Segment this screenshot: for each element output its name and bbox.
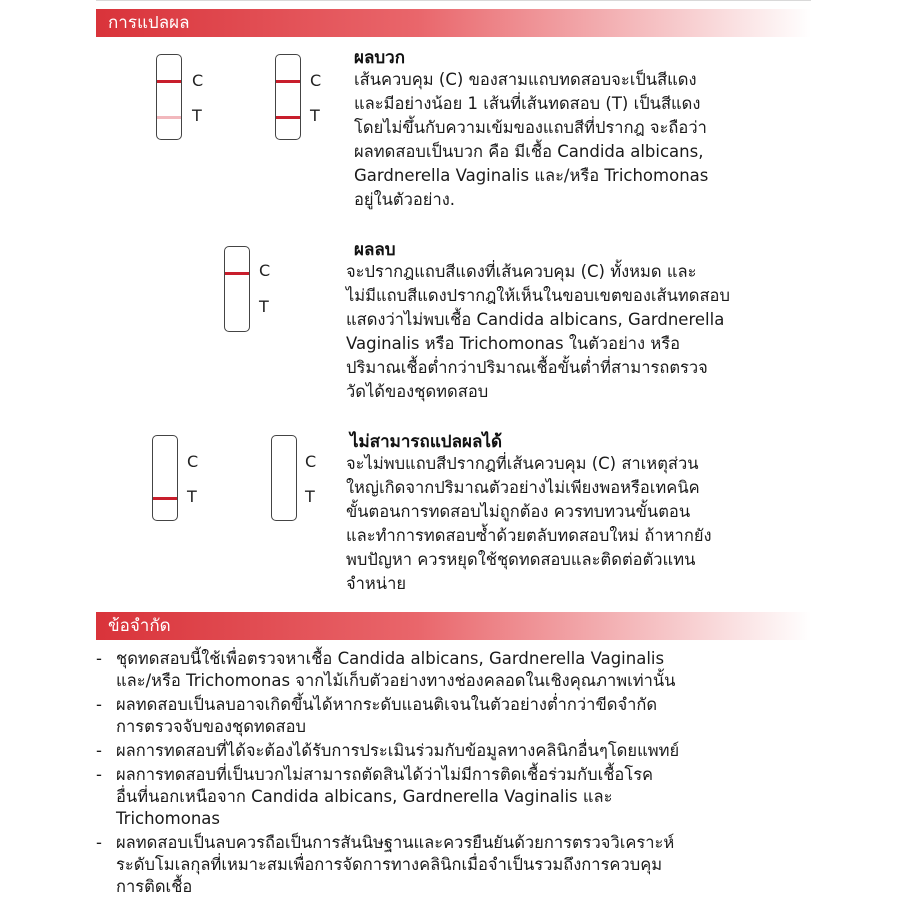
test-line — [153, 497, 177, 500]
list-item — [96, 740, 816, 762]
positive-strip-strong — [275, 54, 301, 140]
list-bullet: - — [96, 833, 102, 852]
interpretation-header: การแปลผล — [96, 9, 811, 37]
label-c: C — [259, 261, 271, 280]
control-line — [225, 272, 249, 275]
list-item-text: ผลทดสอบเป็นลบควรถือเป็นการสันนิษฐานและควรยืนยันด้วยการตรวจวิเคราะห์ ระดับโมเลกุลที่เหมาะสมเพื่อการจัดการทางคลินิกเมื่อจำเป็นรวมถึงการควบคุม การติดเชื้อ — [116, 833, 675, 896]
list-bullet: - — [96, 765, 102, 784]
test-line — [276, 116, 300, 119]
list-bullet: - — [96, 695, 102, 714]
invalid-description: จะไม่พบแถบสีปรากฎที่เส้นควบคุม (C) สาเหตุส่วน ใหญ่เกิดจากปริมาณตัวอย่างไม่เพียงพอหรือเทคนิค ขั้นตอนการทดสอบไม่ถูกต้อง ควรทบทวนขั้นตอน และทำการทดสอบซ้ำด้วยตลับทดสอบใหม่ ถ้าหากยัง พบปัญหา ควรหยุดใช้ชุดทดสอบและติดต่อตัวแทน จำหน่าย — [346, 454, 712, 593]
negative-description: จะปรากฎแถบสีแดงที่เส้นควบคุม (C) ทั้งหมด และ ไม่มีแถบสีแดงปรากฎให้เห็นในขอบเขตของเส้นทดสอบ แสดงว่าไม่พบเชื้อ Candida albicans, Gardnerella Vaginalis หรือ Trichomonas ในตัวอย่าง หรือ ปริมาณเชื้อต่ำกว่าปริมาณเชื้อขั้นต่ำที่สามารถตรวจ วัดได้ของชุดทดสอบ — [346, 262, 730, 401]
limitations-list — [96, 648, 816, 900]
list-item-text: ผลการทดสอบที่ได้จะต้องได้รับการประเมินร่วมกับข้อมูลทางคลินิกอื่นๆโดยแพทย์ — [116, 741, 680, 760]
test-line-faint — [157, 116, 181, 119]
list-bullet: - — [96, 649, 102, 668]
top-divider — [96, 0, 811, 5]
label-c: C — [310, 71, 322, 90]
label-c: C — [192, 71, 204, 90]
label-t: T — [310, 106, 320, 125]
list-item — [96, 648, 816, 692]
list-item — [96, 764, 816, 830]
list-item-text: ชุดทดสอบนี้ใช้เพื่อตรวจหาเชื้อ Candida albicans, Gardnerella Vaginalis และ/หรือ Trichomonas จากไม้เก็บตัวอย่างทางช่องคลอดในเชิงคุณภาพเท่านั้น — [116, 649, 676, 690]
invalid-title: ไม่สามารถแปลผลได้ — [350, 432, 502, 452]
label-t: T — [259, 297, 269, 316]
positive-strip-faint — [156, 54, 182, 140]
positive-title: ผลบวก — [354, 48, 406, 68]
label-t: T — [192, 106, 202, 125]
control-line — [157, 80, 181, 83]
list-bullet: - — [96, 741, 102, 760]
positive-description: เส้นควบคุม (C) ของสามแถบทดสอบจะเป็นสีแดง และมีอย่างน้อย 1 เส้นที่เส้นทดสอบ (T) เป็นสีแดง โดยไม่ขึ้นกับความเข้มของแถบสีที่ปรากฎ จะถือว่า ผลทดสอบเป็นบวก คือ มีเชื้อ Candida albicans, Gardnerella Vaginalis และ/หรือ Trichomonas อยู่ในตัวอย่าง. — [354, 70, 709, 209]
label-t: T — [305, 487, 315, 506]
list-item — [96, 694, 816, 738]
invalid-strip-blank — [271, 435, 297, 521]
invalid-strip-test-only — [152, 435, 178, 521]
list-item-text: ผลทดสอบเป็นลบอาจเกิดขึ้นได้หากระดับแอนติเจนในตัวอย่างต่ำกว่าขีดจำกัด การตรวจจับของชุดทดสอบ — [116, 695, 658, 736]
list-item-text: ผลการทดสอบที่เป็นบวกไม่สามารถตัดสินได้ว่าไม่มีการติดเชื้อร่วมกับเชื้อโรค อื่นที่นอกเหนือจาก Candida albicans, Gardnerella Vaginalis และ Trichomonas — [116, 765, 654, 828]
negative-title: ผลลบ — [354, 240, 396, 260]
label-c: C — [187, 452, 199, 471]
control-line — [276, 80, 300, 83]
label-t: T — [187, 487, 197, 506]
limitations-header: ข้อจำกัด — [96, 612, 811, 640]
negative-strip — [224, 246, 250, 332]
list-item — [96, 832, 816, 898]
label-c: C — [305, 452, 317, 471]
